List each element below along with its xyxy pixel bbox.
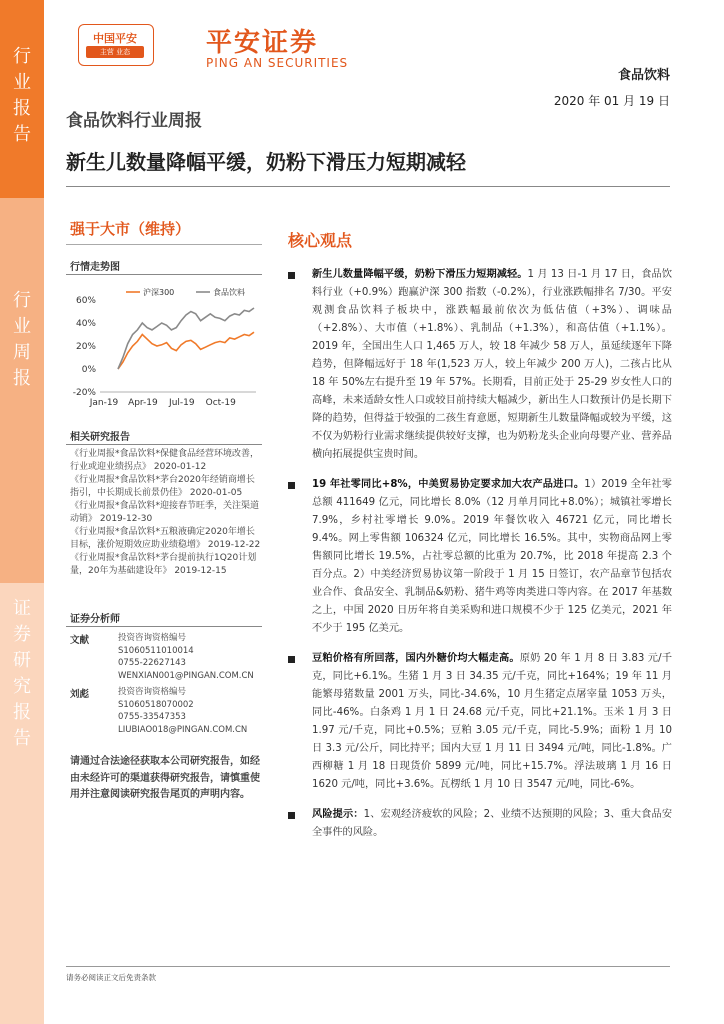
brand-name-en: PING AN SECURITIES: [206, 56, 349, 70]
x-tick-label: Oct-19: [205, 398, 236, 408]
related-report-item[interactable]: 《行业周报*食品饮料*茅台2020年经销商增长指引，中长期成长前景仍佳》 2020-01-05: [70, 475, 255, 498]
analyst-info: 投资咨询资格编号 S1060518070002 0755-33547353 LIUBIAO018@PINGAN.COM.CN: [118, 687, 248, 735]
title-divider: [66, 186, 670, 187]
related-report-item[interactable]: 《行业周报*食品饮料*茅台提前执行1Q20计划量，20年为基础建设年》 2019-12-15: [70, 553, 257, 576]
report-date: 2020 年 01 月 19 日: [553, 94, 670, 108]
x-tick-label: Apr-19: [128, 398, 158, 408]
x-tick-label: Jan-19: [89, 398, 119, 408]
bullet-square-icon: [288, 272, 295, 279]
related-reports-divider: [66, 444, 262, 445]
bullet-square-icon: [288, 656, 295, 663]
series-line-0: [118, 332, 254, 369]
related-reports-title: 相关研究报告: [70, 432, 130, 443]
analyst-email[interactable]: WENXIAN001@PINGAN.COM.CN: [118, 670, 254, 681]
footer-divider: [66, 966, 670, 967]
y-tick-label: 0%: [81, 365, 96, 375]
y-tick-label: -20%: [72, 388, 96, 398]
bullet-square-icon: [288, 482, 295, 489]
rating: 强于大市（维持）: [70, 220, 191, 238]
analysts-divider: [66, 626, 262, 627]
core-view-item: 风险提示：1、宏观经济疲软的风险；2、业绩不达预期的风险；3、重大食品安全事件的风险。: [288, 806, 672, 842]
pingan-logo-subtext: 主营 业态: [99, 48, 131, 56]
core-view-item: 豆粕价格有所回落，国内外糖价均大幅走高。原奶 20 年 1 月 8 日 3.83 元/千克，同比+6.1%。生猪 1 月 3 日 34.35 元/千克，同比+164%；19 年 11 月能繁母猪数量 2001 万头，同比-34.6%，10 月生猪定点屠宰量 1053 万头，同比-46%。白条鸡 1 月 1 日 24.68 元/千克，同比+21.1%。玉米 1 月 3 日 1.97 元/千克，同比+0.5%；豆粕 3.05 元/千克，同比-5.9%；面粉 1 月 10 日 3.3 元/公斤，同比持平；国内大豆 1 月 11 日 3494 元/吨，同比-1.8%。广西柳糖 1 月 18 日现货价 5899 元/吨，同比+15.7%。浮法玻璃 1 月 16 日 1620 元/吨，同比+3.6%。瓦楞纸 1 月 10 日 3547 元/吨，同比-6%。: [288, 650, 672, 794]
related-report-item[interactable]: 《行业周报*食品饮料*保健食品经营环境改善，行业或迎业绩拐点》 2020-01-12: [70, 449, 260, 472]
report-title: 新生儿数量降幅平缓，奶粉下滑压力短期减轻: [66, 150, 466, 174]
sidebar-label-weekly: 行 业 周 报: [13, 290, 31, 389]
x-tick-label: Jul-19: [169, 398, 195, 408]
legend-label-1: 食品饮料: [213, 288, 245, 297]
core-view-title: 核心观点: [288, 231, 353, 250]
analyst-email[interactable]: LIUBIAO018@PINGAN.COM.CN: [118, 724, 248, 735]
market-trend-chart: [66, 280, 262, 412]
bullet-square-icon: [288, 812, 295, 819]
brand-name-cn: 平安证券: [206, 28, 319, 58]
y-tick-label: 60%: [75, 296, 96, 306]
related-report-item[interactable]: 《行业周报*食品饮料*迎接春节旺季，关注渠道动销》 2019-12-30: [70, 501, 260, 524]
disclaimer: 请通过合法途径获取本公司研究报告，如经由未经许可的渠道获得研究报告，请慎重使用并注意阅读研究报告尾页的声明内容。: [70, 756, 260, 800]
related-reports-list: [70, 448, 262, 578]
chart-section-divider: [66, 274, 262, 275]
related-report-item[interactable]: 《行业周报*食品饮料*五粮液确定2020年增长目标，涨价短期效应助业绩稳增》 2019-12-22: [70, 527, 261, 550]
core-view-item: 19 年社零同比+8%，中美贸易协定要求加大农产品进口。1）2019 全年社零总额 411649 亿元，同比增长 8.0%（12 月单月同比+8.0%）；城镇社零增长 7.9%，乡村社零增长 9.0%。2019 年餐饮收入 46721 亿元，同比增长 9.4%。网上零售额 106324 亿元，同比增长 16.5%。其中，实物商品网上零售额同比增长 19.5%，占社零总额的比重为 20.7%，比 2018 年提高 2.3 个百分点。2）中美经济贸易协议第一阶段于 1 月 15 日签订，农产品章节包括农业合作、食品安全、乳制品&奶粉、猪牛鸡等肉类进口等内容。在 2017 年基数之上，中国 2020 日历年将自美采购和进口规模不少于 125 亿美元，2021 年不少于 195 亿美元。: [288, 476, 672, 638]
legend-label-0: 沪深300: [143, 288, 175, 297]
chart-section-title: 行情走势图: [70, 262, 120, 273]
core-view-item: 新生儿数量降幅平缓，奶粉下滑压力短期减轻。1 月 13 日-1 月 17 日，食品饮料行业（+0.9%）跑赢沪深 300 指数（-0.2%），行业涨跌幅排名 7/30。平安观测食品饮料子板块中，涨跌幅最前依次为低估值（+3%）、调味品（+2.8%）、大市值（+1.8%）、乳制品（+1.3%），和高估值（+1.1%）。2019 年，全国出生人口 1,465 万人，较 18 年减少 58 万人，虽延续逐年下降趋势，但降幅远好于 18 年(1,523 万人，较上年减少 200 万人)，二孩占比从 18 年 50%左右提升至 19 年 57%。长期看，目前正处于 25-29 岁女性人口的高峰，未来适龄女性人口或较目前持续大幅减少，新出生人口数预计仍是长期下降的趋势，但得益于较强的二孩生育意愿，短期新生儿数量降幅或较为平缓，这不仅为奶粉行业需求继续提供较好支撑，也为奶粉龙头企业向母婴产业、营养品横向拓展提供宝贵时间。: [288, 266, 672, 464]
sidebar-label-securities-research: 证 券 研 究 报 告: [13, 598, 31, 749]
industry-category: 食品饮料: [617, 68, 670, 83]
y-tick-label: 40%: [75, 319, 96, 329]
y-tick-label: 20%: [75, 342, 96, 352]
analyst-name: 刘彪: [70, 689, 90, 700]
core-view-list: [288, 266, 672, 854]
analysts-title: 证券分析师: [70, 614, 120, 625]
footer-note[interactable]: 请务必阅读正文后免责条款: [66, 973, 156, 982]
report-series: 食品饮料行业周报: [66, 111, 202, 131]
sidebar-label-industry-report: 行 业 报 告: [13, 46, 31, 145]
analyst-name: 文献: [70, 635, 90, 646]
rating-divider: [66, 244, 262, 245]
pingan-logo-text: 中国平安: [93, 32, 137, 45]
analyst-info: 投资咨询资格编号 S1060511010014 0755-22627143 WENXIAN001@PINGAN.COM.CN: [118, 633, 254, 681]
